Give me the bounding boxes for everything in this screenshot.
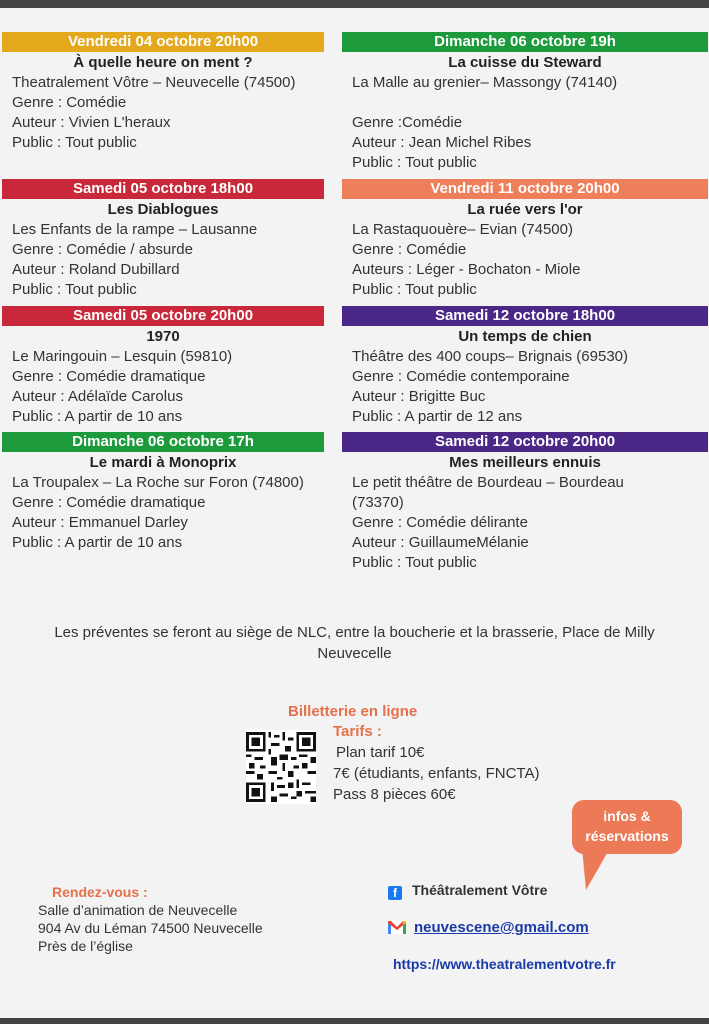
- event-troupe: La Rastaquouère– Evian (74500): [352, 221, 573, 238]
- event-author: Auteur : Brigitte Buc: [352, 388, 486, 405]
- qr-code-icon[interactable]: [246, 730, 316, 804]
- email-link[interactable]: [388, 919, 589, 936]
- event-title: Le mardi à Monoprix: [89, 454, 237, 471]
- event-troupe: La Troupalex – La Roche sur Foron (74800): [12, 474, 304, 491]
- event-author: Auteur : GuillaumeMélanie: [352, 534, 529, 551]
- event-title: La cuisse du Steward: [448, 54, 602, 71]
- event-date-header: Samedi 12 octobre 18h00: [342, 306, 708, 326]
- event-title: Mes meilleurs ennuis: [449, 454, 601, 471]
- event-public: Public : Tout public: [12, 134, 137, 151]
- event-troupe: Les Enfants de la rampe – Lausanne: [12, 221, 258, 238]
- event-date-header: Dimanche 06 octobre 17h: [2, 432, 324, 452]
- gmail-icon: [388, 920, 406, 934]
- event-troupe: Le Maringouin – Lesquin (59810): [12, 348, 233, 365]
- presale-line: Neuvecelle: [317, 645, 392, 662]
- event-date-header: Vendredi 11 octobre 20h00: [342, 179, 708, 199]
- rdv-venue: Salle d’animation de Neuvecelle: [38, 902, 238, 918]
- bubble-line: réservations: [585, 828, 669, 844]
- rdv-landmark: Près de l’église: [38, 938, 133, 954]
- event-author: Auteur : Vivien L'heraux: [12, 114, 171, 131]
- event-card: [2, 32, 324, 153]
- event-card: [342, 432, 708, 573]
- event-genre: Genre : Comédie / absurde: [12, 241, 193, 258]
- event-troupe: La Malle au grenier– Massongy (74140): [352, 74, 618, 91]
- event-genre: Genre : Comédie: [12, 94, 127, 111]
- event-title: 1970: [146, 328, 180, 345]
- event-date-header: Samedi 05 octobre 18h00: [2, 179, 324, 199]
- event-public: Public : Tout public: [352, 154, 477, 171]
- bubble-tail-icon: [580, 848, 620, 893]
- event-genre: Genre :Comédie: [352, 114, 463, 131]
- event-author: Auteur : Jean Michel Ribes: [352, 134, 532, 151]
- event-card: [2, 432, 324, 553]
- event-public: Public : A partir de 10 ans: [12, 408, 183, 425]
- event-date-header: Samedi 05 octobre 20h00: [2, 306, 324, 326]
- event-troupe: Theatralement Vôtre – Neuvecelle (74500): [12, 74, 296, 91]
- event-genre: Genre : Comédie dramatique: [12, 494, 206, 511]
- event-date-header: Samedi 12 octobre 20h00: [342, 432, 708, 452]
- event-card: [2, 179, 324, 300]
- event-public: Public : Tout public: [352, 554, 477, 571]
- event-title: Un temps de chien: [458, 328, 592, 345]
- event-genre: Genre : Comédie contemporaine: [352, 368, 570, 385]
- bubble-line: infos &: [603, 808, 651, 824]
- price-reduced: 7€ (étudiants, enfants, FNCTA): [333, 765, 540, 782]
- presale-notice: [0, 622, 709, 664]
- event-title: La ruée vers l'or: [467, 201, 583, 218]
- top-border: [0, 0, 709, 8]
- price-standard: Plan tarif 10€: [336, 744, 425, 761]
- event-title: Les Diablogues: [107, 201, 219, 218]
- event-troupe: Théâtre des 400 coups– Brignais (69530): [352, 348, 629, 365]
- event-public: Public : Tout public: [12, 281, 137, 298]
- event-genre: Genre : Comédie: [352, 241, 467, 258]
- tarifs-heading: Tarifs :: [333, 723, 382, 740]
- facebook-icon: f: [388, 886, 402, 900]
- price-pass: Pass 8 pièces 60€: [333, 786, 456, 803]
- event-public: Public : A partir de 12 ans: [352, 408, 523, 425]
- presale-line: Les préventes se feront au siège de NLC, entre la boucherie et la brasserie, Place de Milly: [54, 624, 655, 641]
- event-genre: Genre : Comédie délirante: [352, 514, 528, 531]
- info-reservations-bubble: [572, 800, 682, 854]
- event-title: À quelle heure on ment ?: [73, 54, 253, 71]
- event-public: Public : A partir de 10 ans: [12, 534, 183, 551]
- rdv-address: 904 Av du Léman 74500 Neuvecelle: [38, 920, 263, 936]
- event-card: [342, 32, 708, 173]
- event-author: Auteurs : Léger - Bochaton - Miole: [352, 261, 581, 278]
- event-card: [2, 306, 324, 427]
- email-address[interactable]: neuvescene@gmail.com: [414, 919, 589, 936]
- online-ticketing-link[interactable]: Billetterie en ligne: [288, 703, 418, 720]
- event-card: [342, 179, 708, 300]
- bottom-border: [0, 1018, 709, 1024]
- facebook-label: Théâtralement Vôtre: [412, 882, 548, 898]
- event-date-header: Dimanche 06 octobre 19h: [342, 32, 708, 52]
- event-public: Public : Tout public: [352, 281, 477, 298]
- event-author: Auteur : Adélaïde Carolus: [12, 388, 183, 405]
- facebook-link[interactable]: [388, 882, 547, 900]
- website-link[interactable]: https://www.theatralementvotre.fr: [393, 956, 616, 972]
- event-date-header: Vendredi 04 octobre 20h00: [2, 32, 324, 52]
- event-author: Auteur : Roland Dubillard: [12, 261, 180, 278]
- event-genre: Genre : Comédie dramatique: [12, 368, 206, 385]
- event-troupe: Le petit théâtre de Bourdeau – Bourdeau (73370): [352, 474, 624, 511]
- event-author: Auteur : Emmanuel Darley: [12, 514, 188, 531]
- event-card: [342, 306, 708, 427]
- rdv-title: Rendez-vous :: [52, 884, 148, 900]
